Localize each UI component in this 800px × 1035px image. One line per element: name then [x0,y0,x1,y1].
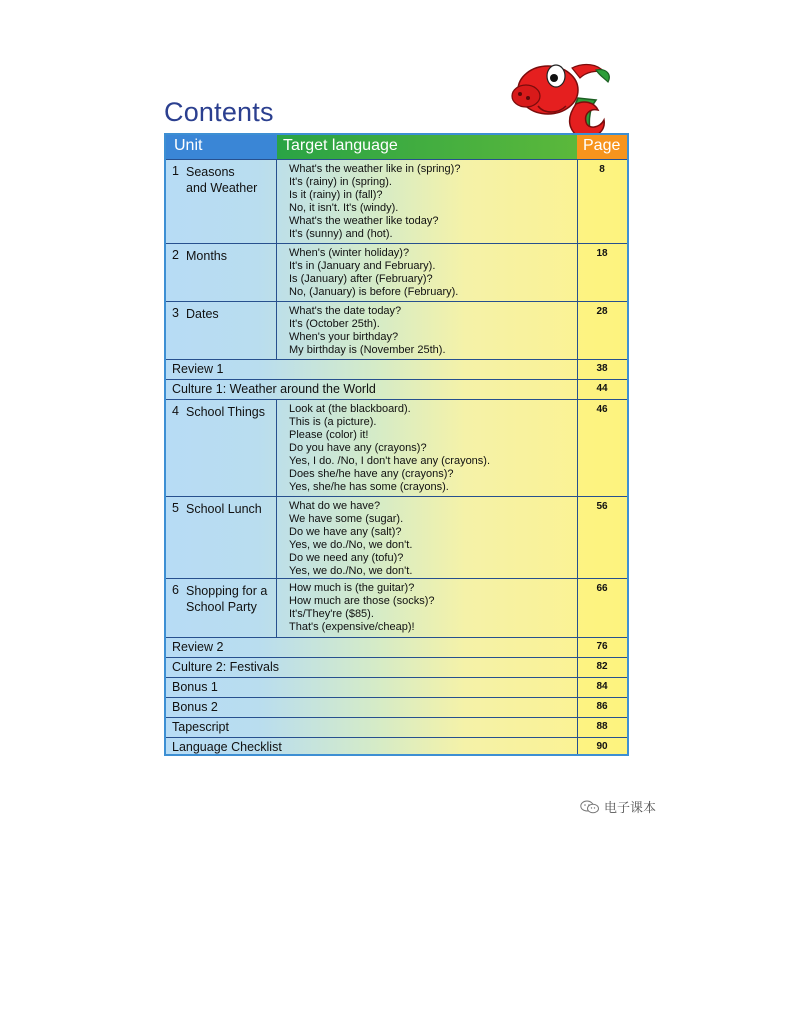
unit-cell [166,302,277,359]
page-cell [577,244,627,301]
unit-cell [166,244,277,301]
extra-row-tapescript[interactable] [166,718,627,738]
language-cell [277,497,577,578]
footer-label: 电子课本 [604,800,657,815]
language-line: What's the date today? [289,305,402,317]
language-line: Do you have any (crayons)? [289,442,427,454]
page-header-label: Page [583,137,621,154]
page-number: 46 [596,404,608,415]
extra-row-review-2[interactable] [166,638,627,658]
extra-label-cell [166,360,577,379]
extra-row-culture-2[interactable] [166,658,627,678]
page-number: 38 [596,363,608,374]
page-cell [577,718,627,737]
language-cell [277,579,577,637]
extra-label: Culture 2: Festivals [172,660,279,674]
page-cell [577,738,627,754]
language-line: No, (January) is before (February). [289,286,459,298]
page-number: 66 [596,583,608,594]
extra-row-review-1[interactable] [166,360,627,380]
language-line: We have some (sugar). [289,513,404,525]
language-line: No, it isn't. It's (windy). [289,202,399,214]
unit-number: 5 [172,501,179,515]
page-cell [577,698,627,717]
page-cell [577,400,627,496]
unit-number: 3 [172,306,179,320]
unit-cell [166,160,277,243]
page-number: 88 [596,721,608,732]
extra-row-culture-1[interactable] [166,380,627,400]
extra-label-cell [166,658,577,677]
page-cell [577,380,627,399]
language-cell [277,160,577,243]
language-line: What do we have? [289,500,381,512]
extra-label-cell [166,698,577,717]
unit-header-label: Unit [174,137,203,154]
extra-label: Bonus 2 [172,700,218,714]
extra-label: Bonus 1 [172,680,218,694]
language-cell [277,400,577,496]
language-line: When's (winter holiday)? [289,247,410,259]
page-column-header [577,135,627,159]
language-line: Yes, she/he has some (crayons). [289,481,449,493]
language-line: It's in (January and February). [289,260,436,272]
page-number: 18 [596,248,608,259]
page-number: 56 [596,501,608,512]
unit-row-1[interactable] [166,160,627,244]
language-line: It's (rainy) in (spring). [289,176,392,188]
language-header-label: Target language [283,137,398,154]
unit-row-4[interactable] [166,400,627,497]
language-line: It's/They're ($85). [289,608,374,620]
unit-cell [166,400,277,496]
language-line: When's your birthday? [289,331,399,343]
language-line: How much is (the guitar)? [289,582,415,594]
contents-table [164,133,629,756]
extra-label-cell [166,678,577,697]
language-column-header [277,135,577,159]
language-line: How much are those (socks)? [289,595,435,607]
unit-name: Dates [186,307,219,321]
unit-row-2[interactable] [166,244,627,302]
extra-row-bonus-2[interactable] [166,698,627,718]
unit-name: School Things [186,405,265,419]
page-cell [577,160,627,243]
page-cell [577,658,627,677]
unit-number: 6 [172,583,179,597]
page-number: 90 [596,741,608,752]
extra-label: Review 2 [172,640,224,654]
language-cell [277,302,577,359]
extra-label-cell [166,718,577,737]
unit-number: 1 [172,164,179,178]
unit-number: 4 [172,404,179,418]
table-header [166,135,627,160]
page-cell [577,638,627,657]
language-line: Yes, I do. /No, I don't have any (crayons). [289,455,491,467]
language-line: Yes, we do./No, we don't. [289,539,413,551]
language-line: What's the weather like in (spring)? [289,163,461,175]
unit-row-3[interactable] [166,302,627,360]
language-cell [277,244,577,301]
language-line: Does she/he have any (crayons)? [289,468,454,480]
extra-label: Review 1 [172,362,224,376]
language-line: Do we need any (tofu)? [289,552,404,564]
language-line: Do we have any (salt)? [289,526,402,538]
page-number: 76 [596,641,608,652]
extra-row-language-checklist[interactable] [166,738,627,754]
language-line: It's (October 25th). [289,318,380,330]
unit-name: Seasons and Weather [186,165,258,195]
page-number: 82 [596,661,608,672]
unit-name: School Lunch [186,502,262,516]
language-line: My birthday is (November 25th). [289,344,446,356]
unit-row-6[interactable] [166,579,627,638]
page-title: Contents [164,97,274,127]
language-line: What's the weather like today? [289,215,439,227]
wechat-icon [580,800,600,814]
page-number: 86 [596,701,608,712]
extra-label: Language Checklist [172,740,282,754]
extra-label: Tapescript [172,720,229,734]
page-cell [577,302,627,359]
language-line: Is (January) after (February)? [289,273,433,285]
red-dragon-mascot-icon [508,58,618,142]
language-line: That's (expensive/cheap)! [289,621,415,633]
unit-row-5[interactable] [166,497,627,579]
language-line: This is (a picture). [289,416,377,428]
page-number: 44 [596,383,608,394]
extra-label-cell [166,638,577,657]
page-number: 8 [599,164,605,175]
extra-label-cell [166,380,577,399]
unit-cell [166,579,277,637]
language-line: Please (color) it! [289,429,369,441]
language-line: Look at (the blackboard). [289,403,411,415]
extra-label-cell [166,738,577,754]
unit-name: Shopping for a School Party [186,584,268,614]
language-line: Is it (rainy) in (fall)? [289,189,383,201]
footer-watermark [580,797,656,816]
page-number: 84 [596,681,608,692]
unit-number: 2 [172,248,179,262]
extra-label: Culture 1: Weather around the World [172,382,376,396]
page-cell [577,497,627,578]
unit-name: Months [186,249,227,263]
page-cell [577,360,627,379]
page-number: 28 [596,306,608,317]
language-line: It's (sunny) and (hot). [289,228,393,240]
page-cell [577,678,627,697]
language-line: Yes, we do./No, we don't. [289,565,413,577]
page-cell [577,579,627,637]
unit-column-header [166,135,277,159]
unit-cell [166,497,277,578]
extra-row-bonus-1[interactable] [166,678,627,698]
